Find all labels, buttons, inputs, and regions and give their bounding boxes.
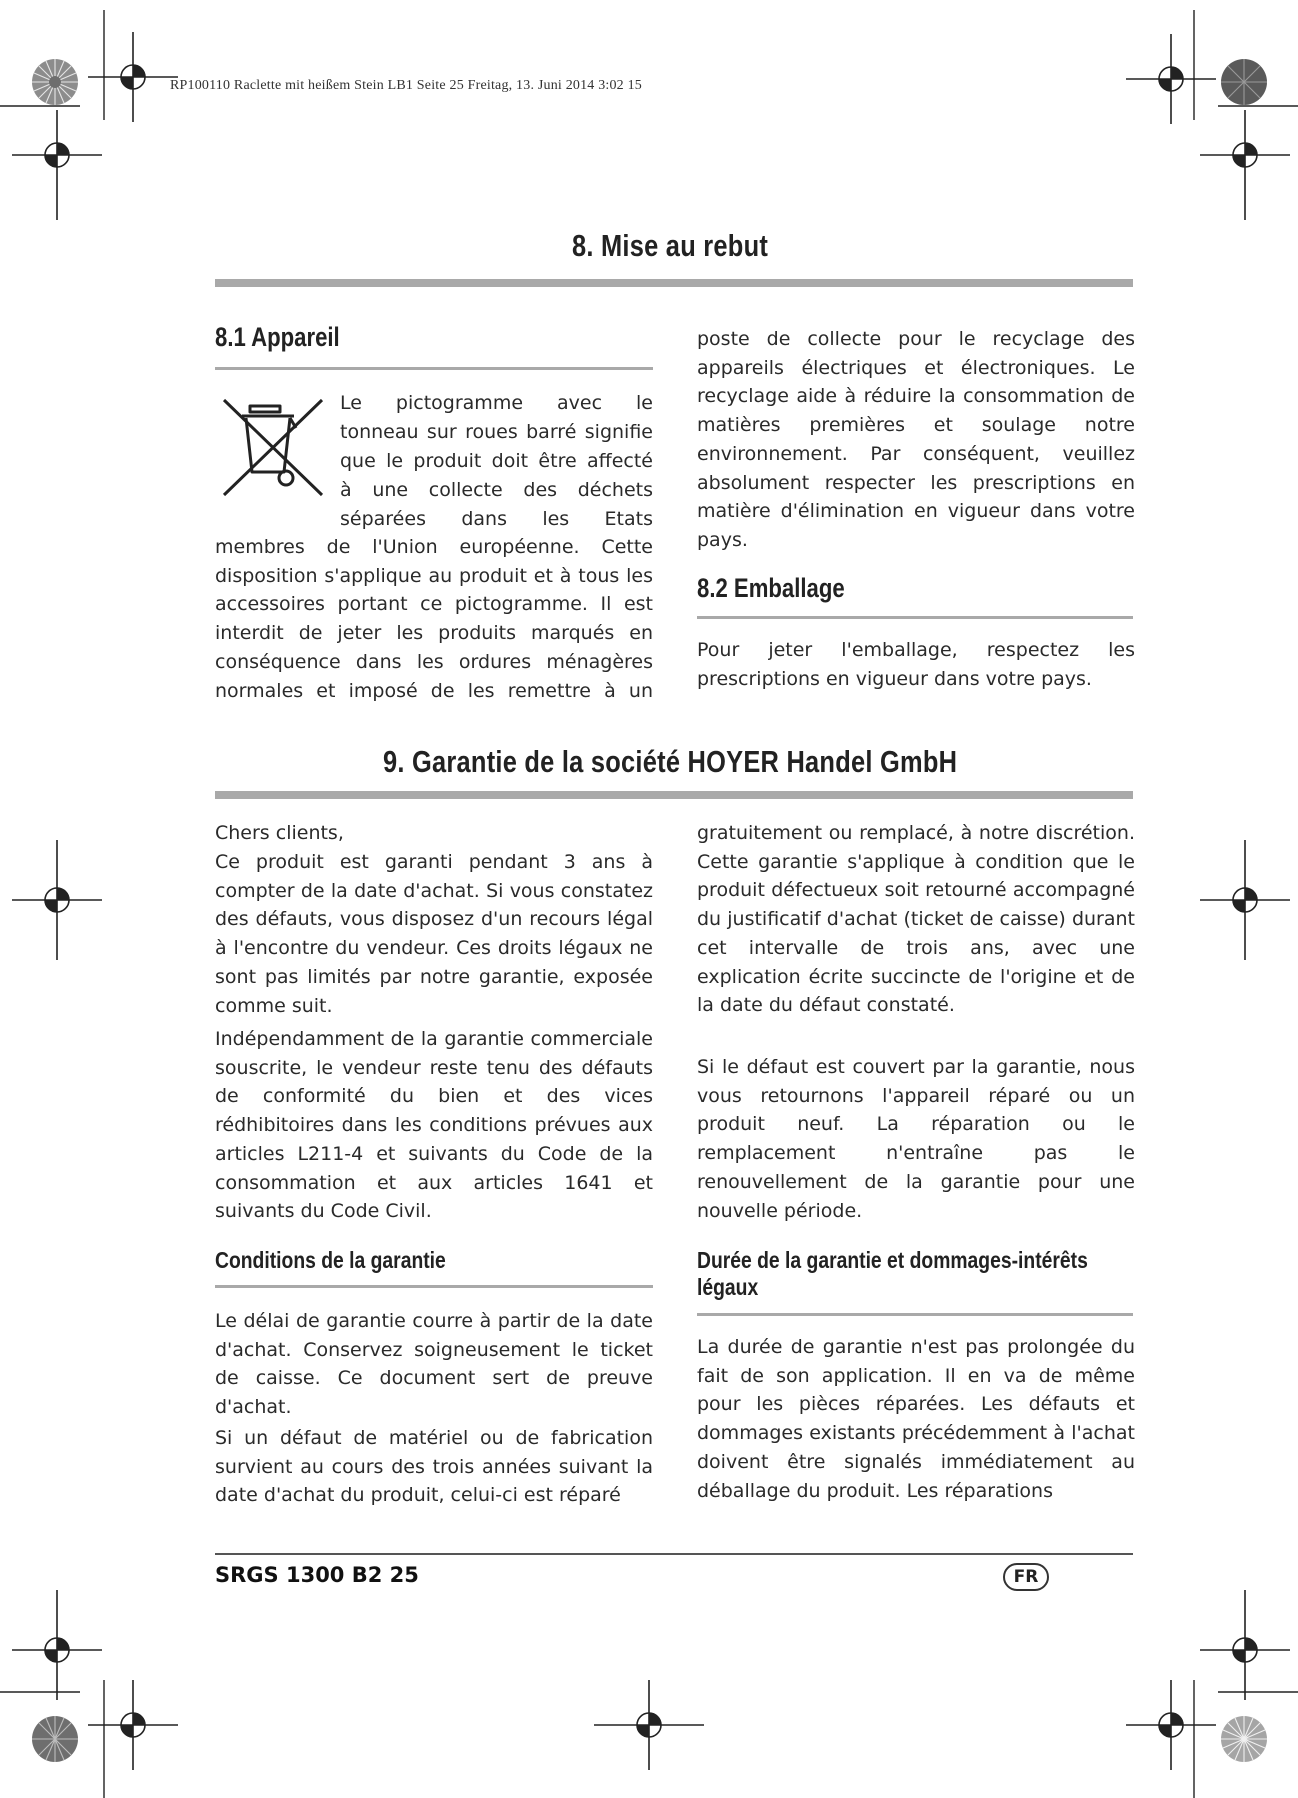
registration-mark-icon xyxy=(1200,840,1290,960)
paragraph: gratuitement ou remplacé, à notre discrétion. Cette garantie s'applique à condition que le produit défectueux soit retourné accompagné du justificatif d'achat (ticket de caisse) durant cet intervalle de trois ans, avec une explication écrite succincte de l'origine et de la date du défaut constaté. xyxy=(697,822,1135,1017)
paragraph: Si le défaut est couvert par la garantie, nous vous retournons l'appareil réparé ou un produit neuf. La réparation ou le remplacement n'entraîne pas le renouvellement de la garantie pour une nouvelle période. xyxy=(697,1056,1135,1222)
paragraph: Le délai de garantie courre à partir de la date d'achat. Conservez soigneusement le ticket de caisse. Ce document sert de preuve d'achat. xyxy=(215,1310,653,1419)
salutation: Chers clients, xyxy=(215,822,344,844)
starburst-mark-icon xyxy=(1220,58,1268,106)
para-wrap-line: tonneau sur roues barré signifie xyxy=(340,421,653,443)
subsection-rule xyxy=(215,367,653,370)
subsection-rule xyxy=(697,616,1133,619)
paragraph: Indépendamment de la garantie commerciale souscrite, le vendeur reste tenu des défauts de conformité du bien et des vices rédhibitoires dans les conditions prévues aux articles L211-4 et suivants du Code de la consommation et aux articles 1641 et suivants du Code Civil. xyxy=(215,1028,653,1223)
language-badge: FR xyxy=(1003,1563,1049,1591)
para-wrap-line: Le pictogramme avec le xyxy=(340,392,653,414)
registration-mark-icon xyxy=(88,32,178,122)
starburst-mark-icon xyxy=(31,1715,79,1763)
paragraph: Ce produit est garanti pendant 3 ans à compter de la date d'achat. Si vous constatez des défauts, vous disposez d'un recours légal à l'encontre du vendeur. Ces droits légaux ne sont pas limités par notre garantie, exposée comme suit. xyxy=(215,851,653,1017)
footer-rule xyxy=(215,1553,1133,1555)
registration-mark-icon xyxy=(1200,110,1290,200)
subsection-title: 8.2 Emballage xyxy=(697,573,845,603)
footer-model-page: SRGS 1300 B2 25 xyxy=(215,1563,419,1587)
registration-mark-icon xyxy=(88,1680,178,1770)
section-title: 8. Mise au rebut xyxy=(572,228,769,263)
paragraph: Pour jeter l'emballage, respectez les prescriptions en vigueur dans votre pays. xyxy=(697,639,1135,690)
subsection-title: 8.1 Appareil xyxy=(215,322,340,352)
registration-mark-icon xyxy=(1126,1680,1216,1770)
section-rule xyxy=(215,279,1133,287)
paragraph: Si un défaut de matériel ou de fabrication survient au cours des trois années suivant la date d'achat du produit, celui-ci est réparé xyxy=(215,1427,653,1507)
subsection-title: Durée de la garantie et dommages-intérêts légaux xyxy=(697,1247,1088,1300)
crossed-out-wheelie-bin-icon xyxy=(218,390,328,505)
paragraph: La durée de garantie n'est pas prolongée du fait de son application. Il en va de même pour les pièces réparées. Les défauts et dommages existants précédemment à l'achat doivent être signalés immédiatement au déballage du produit. Les réparations xyxy=(697,1336,1135,1502)
registration-mark-icon xyxy=(12,110,102,200)
subsection-title: Conditions de la garantie xyxy=(215,1247,446,1273)
section-rule xyxy=(215,791,1133,799)
print-header: RP100110 Raclette mit heißem Stein LB1 Seite 25 Freitag, 13. Juni 2014 3:02 15 xyxy=(170,78,642,93)
starburst-mark-icon xyxy=(1220,1715,1268,1763)
registration-mark-icon xyxy=(12,840,102,960)
paragraph: membres de l'Union européenne. Cette disposition s'applique au produit et à tous les accessoires portant ce pictogramme. Il est interdit de jeter les produits marqués en conséquence dans les ordures ménagères normales et imposé de les remettre à un xyxy=(215,536,653,702)
starburst-mark-icon xyxy=(31,58,79,106)
section-title: 9. Garantie de la société HOYER Handel GmbH xyxy=(383,744,958,779)
subsection-rule xyxy=(697,1313,1133,1316)
para-wrap-line: séparées dans les Etats xyxy=(340,508,653,530)
subsection-rule xyxy=(215,1285,653,1288)
registration-mark-icon xyxy=(594,1680,704,1770)
para-wrap-line: à une collecte des déchets xyxy=(340,479,653,501)
para-wrap-line: que le produit doit être affecté xyxy=(340,450,653,472)
paragraph: poste de collecte pour le recyclage des appareils électriques et électroniques. Le recyclage aide à réduire la consommation de matières premières et soulage notre environnement. Par conséquent, veuillez absolument respecter les prescriptions en matière d'élimination en vigueur dans votre pays. xyxy=(697,328,1135,551)
